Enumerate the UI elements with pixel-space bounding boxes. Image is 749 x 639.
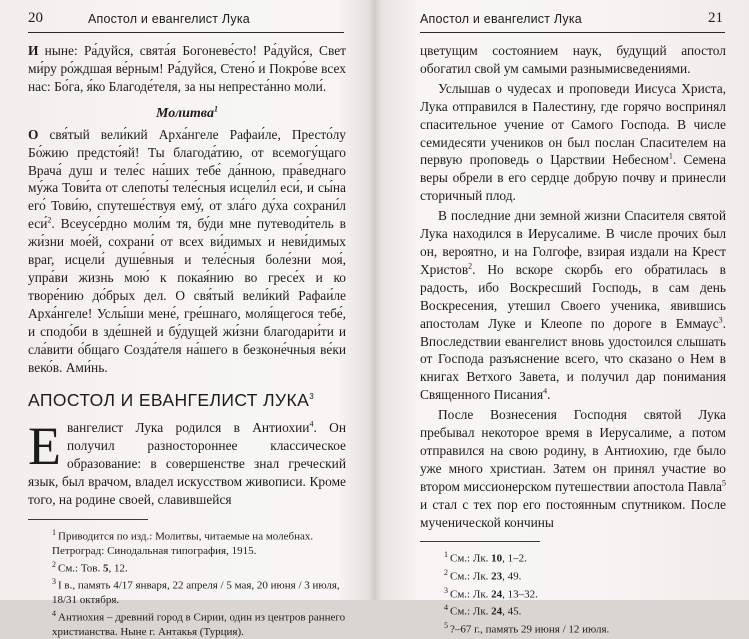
footnote-text: , 13–32. [502,588,538,601]
footnote-ref: 3 [718,315,723,325]
footnote-number: 2 [444,568,448,578]
footnote-ref: 1 [668,151,673,161]
left-running-head [28,8,344,33]
footnote-ref: 2 [468,261,473,271]
footnote-chapter: 24 [491,588,503,601]
opening-paragraph [28,416,346,509]
prayer-text-part-2: . Всеусе́рдно моли́м тя, бу́ди мне путеводи́тель в жи́зни мое́й, сохрани́ от всех ви́димых и неви́димых враг, исцели́ душе́вныя и теле́сныя боле́зни моя́, упра́ви жизнь мою́ к покая́нию во гресе́х и ко творе́нию до́брых дел. О свя́тый вели́кий Рафаи́ле Арха́нгеле! Услы́ши мене́, гре́шнаго, моля́щегося тебе́, и сподо́би в зде́шней и бу́дущей жи́зни благодари́ти и сла́вити о́бщаго Созда́теля на́шего в безконе́чныя ве́ки веко́в. Ами́нь. [28,216,346,375]
paragraph [420,42,726,78]
footnote [420,619,726,637]
footnote-number: 1 [52,527,56,537]
paragraph [420,80,726,205]
footnote-rule [420,541,540,542]
footnote-number: 4 [444,603,448,613]
footnote-number: 5 [444,621,448,631]
footnote [420,584,726,602]
footnote-text: См.: Тов. [58,562,103,575]
paragraph-text: После Вознесения Господня святой Лука пребывал некоторое время в Иерусалиме, а потом отправился на свою родину, в Антиохию, где было уже много христиан. Затем он принял участие во втором миссионерском путешествии апостола Павла [420,407,726,494]
footnote-number: 3 [444,585,448,595]
paragraph [420,406,726,531]
footnote-text: I в., память 4/17 января, 22 апреля / 5 мая, 20 июня / 3 июля, 18/31 октября. [52,579,340,606]
footnote-chapter: 10 [491,553,503,566]
prayer-title-text: Молитва [156,105,214,121]
footnote-text: См.: Лк. [450,570,492,583]
footnote-ref: 2 [47,215,52,225]
paragraph-text: Услышав о чудесах и проповеди Иисуса Христа, Лука отправился в Палестину, где горячо воспринял спасительное учение от Самого Господа. В числе семидесяти учеников он был послан Спасителем на первую проповедь о Царствии Небесном [420,80,726,168]
footnote-ref: 4 [309,419,314,429]
footnote-chapter: 24 [491,606,503,619]
closing-verse [28,42,346,96]
right-page [380,0,749,636]
footnote-text: См.: Лк. [450,553,492,566]
footnote-text: Приводится по изд.: Молитвы, читаемые на молебнах. Петроград: Синодальная типография, 1915. [52,530,314,557]
footnote-chapter: 5 [102,562,109,575]
paragraph-text: вангелист Лука родился в Антиохии [67,420,310,436]
footnote-ref: 5 [722,478,726,488]
footnote-number: 3 [52,577,56,587]
footnote-text: , 1–2. [502,553,527,566]
footnote-text: Антиохия – древний город в Сирии, один из центров раннего христианства. Ныне г. Антакья (Турция). [52,611,346,638]
right-running-head [420,8,725,33]
footnote-chapter: 23 [491,570,503,583]
paragraph-text: . Он получил разностороннее классическое образование: в совершенстве знал греческий язык, был врачом, владел искусством живописи. Кроме того, на родине своей, славившейся [28,420,346,508]
paragraph-text: и стал с тех пор его постоянным спутником. После мученической кончины [420,496,726,530]
prayer-text-part-1: свя́тый вели́кий Арха́нгеле Рафаи́ле, Престо́лу Бо́жию предсто́яй! Ты благода́тию, от всемогу́щаго Врача́ душ и теле́с на́ших тебе́ да́нною, пра́веднаго му́жа Тови́та от слепоты́ теле́сныя исцели́л еси́, и сы́на его́ Тови́ю, спутеше́ствуя ему́, от зла́го ду́ха сохрани́л еси́ [28,126,346,232]
section-title-text: АПОСТОЛ И ЕВАНГЕЛИСТ ЛУКА [28,390,310,411]
footnote [420,601,726,619]
paragraph-text: . Впоследствии евангелист вновь удостоился слышать от Господа разъяснение всего, что сказано о Нем в книгах Ветхого Завета, и получил дар понимания Священного Писания [420,315,726,403]
left-page [0,0,372,638]
prayer-text [28,126,346,377]
footnote-text: ?–67 г., память 29 июня / 12 июля. [450,623,610,636]
running-title: Апостол и евангелист Лука [420,12,582,26]
footnote-number: 1 [444,550,448,560]
footnote-ref: 4 [543,386,548,396]
paragraph [420,207,726,404]
verse-text: ныне: Ра́дуйся, свята́я Богоневе́сто! Ра́дуйся, Свет ми́ру ро́ждшая ве́рным! Ра́дуйся, Стено́ и Покро́ве всех нас: Бо́га, я́ко Благоде́теля, за ны непреста́нно моли́. [28,43,346,94]
footnote-ref: 1 [213,104,218,114]
footnote-ref: 3 [309,392,315,402]
paragraph-text: . Семена веры обрели в его сердце добрую почву и принесли сторичный плод. [420,152,726,204]
drop-cap: Е [28,416,61,477]
prayer-heading [28,106,346,122]
paragraph-text: В последние дни земной жизни Спасителя святой Лука находился в Иерусалиме. В числе прочих был он, вероятно, и на Голгофе, взирая издали на Крест Христов [420,208,726,277]
footnote [28,526,346,558]
paragraph-text: . [547,387,551,403]
footnote [420,548,726,566]
footnote-rule [28,519,148,520]
footnote-text: , 45. [502,606,522,619]
page-number: 21 [708,10,723,26]
section-title [28,390,346,411]
footnote-text: См.: Лк. [450,588,492,601]
footnote [420,566,726,584]
footnote [28,607,346,639]
prayer-lead: О [28,126,39,142]
paragraph-text: цветущим состоянием наук, будущий апостол обогатил свой ум самыми разнымисведениями. [420,43,726,76]
left-body [28,36,346,639]
footnote-number: 4 [52,608,56,618]
footnote-text: , 49. [502,570,522,583]
paragraph-text: . Но вскоре скорбь его обратилась в радость, ибо Воскресший Господь, в сам день Воскресения, утешил Своего ученика, явившись апостолам Луке и Клеопе по дороге в Еммаус [420,261,726,331]
footnote-number: 2 [52,559,56,569]
footnote-text: , 12. [108,562,128,575]
verse-lead: И [28,43,39,58]
right-body [420,36,726,637]
footnote-text: См.: Лк. [450,606,492,619]
running-title: Апостол и евангелист Лука [88,12,250,26]
footnote [28,558,346,576]
footnote [28,575,346,607]
page-number: 20 [28,10,43,26]
